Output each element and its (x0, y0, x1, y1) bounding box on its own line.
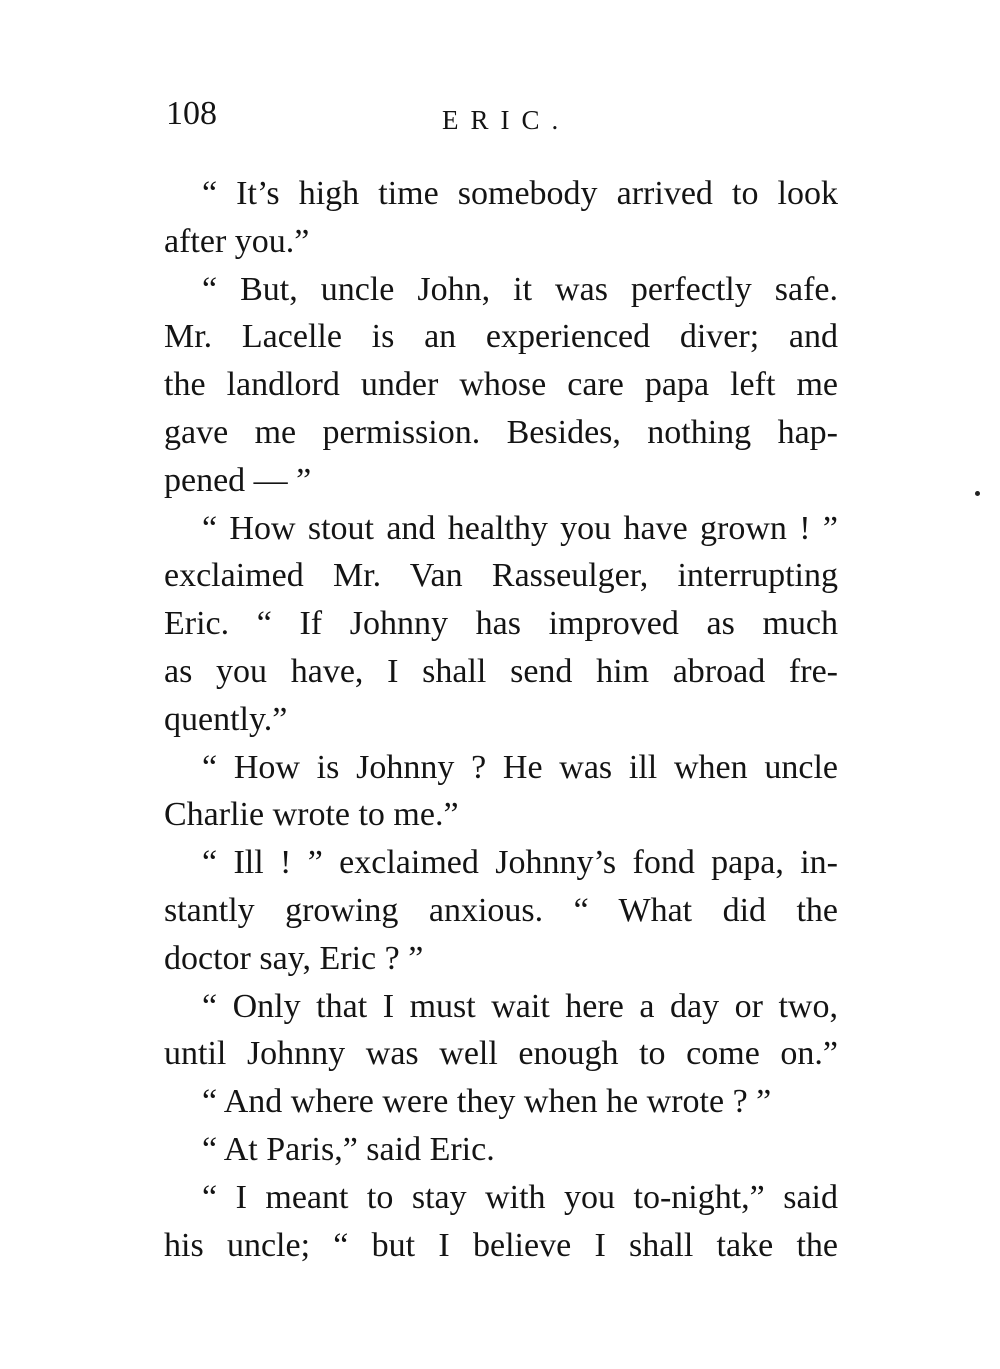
page-number: 108 (166, 95, 217, 132)
text-line: Mr. Lacelle is an experienced diver; and (164, 318, 838, 356)
text-line: gave me permission. Besides, nothing hap- (164, 413, 838, 451)
text-line: pened — ” (164, 461, 312, 499)
text-line: “ Ill ! ” exclaimed Johnny’s fond papa, in- (202, 844, 838, 882)
text-line: “ How stout and healthy you have grown ! ” (202, 509, 838, 547)
body-text (164, 170, 838, 1269)
margin-speck (975, 491, 980, 496)
text-line: his uncle; “ but I believe I shall take the (164, 1226, 838, 1264)
text-line: after you.” (164, 222, 310, 260)
text-line: Eric. “ If Johnny has improved as much (164, 605, 838, 643)
text-line: “ Only that I must wait here a day or two, (202, 987, 838, 1025)
text-line: doctor say, Eric ? ” (164, 939, 424, 977)
text-line: until Johnny was well enough to come on.” (164, 1035, 838, 1073)
text-line: as you have, I shall send him abroad fre- (164, 652, 838, 690)
text-line: Charlie wrote to me.” (164, 796, 459, 834)
text-line: “ How is Johnny ? He was ill when uncle (202, 748, 838, 786)
running-head: ERIC. (442, 105, 571, 135)
text-line: “ And where were they when he wrote ? ” (202, 1083, 772, 1121)
text-line: “ It’s high time somebody arrived to look (202, 175, 838, 212)
text-line: “ At Paris,” said Eric. (202, 1130, 495, 1168)
text-line: stantly growing anxious. “ What did the (164, 891, 838, 929)
text-line: the landlord under whose care papa left me (164, 366, 838, 404)
text-line: quently.” (164, 700, 288, 738)
text-line: “ But, uncle John, it was perfectly safe. (202, 270, 838, 308)
text-line: exclaimed Mr. Van Rasseulger, interrupting (164, 557, 838, 595)
text-line: “ I meant to stay with you to-night,” said (202, 1178, 838, 1216)
